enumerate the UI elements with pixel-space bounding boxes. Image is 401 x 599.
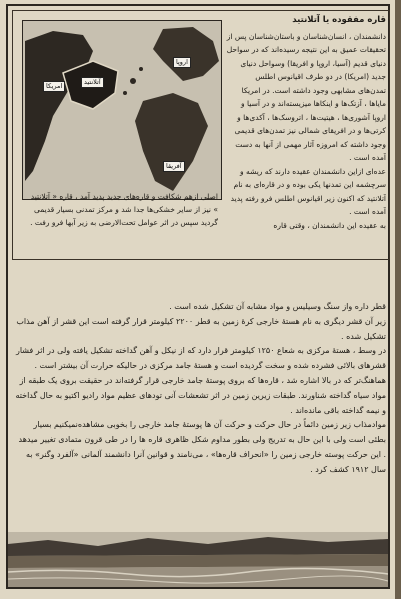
map-label-europe: اروپا: [173, 57, 191, 68]
article-body: [14, 300, 386, 532]
article-title: قاره مفقوده یا آتلانتید: [292, 15, 386, 25]
map-label-africa: آفریقا: [163, 161, 185, 172]
intro-paragraph-3: به عقیده این دانشمندان ، وقتی قاره: [273, 220, 386, 230]
body-paragraph-3: در وسط ، هستهٔ مرکزی به شعاع ۱۲۵۰ کیلومتر قرار دارد که از نیکل و آهن گداخته تشکیل یافته ولی در اثر فشار قشرهای بالائی فشرده شده و سخت گردیده است و هستهٔ جامد مرکزی در حالیکه حرارت آن بیشتر است .: [15, 346, 386, 371]
atlantis-map: [22, 20, 222, 200]
intro-paragraph-1: دانشمندان ، انسان‌شناسان و باستان‌شناسان پس از تحقیقات عمیق به این نتیجه رسیده‌اند که در سواحل دنیای قدیم (آسیا، اروپا و افریقا) وسواحل دنیای جدید (امریکا) در دو طرف اقیانوس اطلس تمدن‌های مشابهی وجود داشته است. در امریکا مایاها ، آزتک‌ها و اینکاها میزیسته‌اند و در آسیا و اروپا آشوری‌ها ، هیتیت‌ها ، اتروسک‌ها ، آکدی‌ها و کرتی‌ها و در افریقای شمالی نیز تمدن‌های قدیمی وجود داشته که امروزه آثار مهمی از آنها به دست آمده است .: [226, 31, 386, 162]
map-caption: اصلی ازهم شکافت و قاره‌های جدید پدید آمد ، قاره « آتلانتید » نیز از سایر خشکی‌ها جدا شد و مرکز تمدنی بسیار قدیمی گردید سپس در اثر عوامل تحت‌الارضی به زیر آبها فرو رفت .: [30, 192, 218, 227]
map-illustration: [23, 21, 222, 200]
coastline-photo: [8, 532, 388, 587]
map-label-america: امریکا: [43, 81, 65, 92]
body-paragraph-5: موادمذاب زیر زمین دائماً در حال حرکت و حرکت آن ها پوستهٔ جامد خارجی را بخوبی مشاهده‌نمیکنیم بسیار بطئی است ولی با این حال به تدریج ولی بطور مداوم شکل ظاهری قاره ها را در طی قرون متمادی تغییر میدهد . این حرکت پوسته خارجی زمین را «انحراف قاره‌ها» ، می‌نامند و قوانین آنرا دانشمند آلمانی «آلفرد وگنر» به سال ۱۹۱۲ کشف کرد .: [18, 420, 386, 474]
article-intro: [226, 14, 386, 252]
map-label-atlantis: آتلانتید: [81, 77, 104, 88]
body-paragraph-4: هماهنگ‌تر که در بالا اشاره شد ، قاره‌ها که بروی پوستهٔ جامد خارجی قرار گرفته‌اند در حقیقت بروی یک طبقه از مواد سیاه گداخته شناورند. طبقات زیرین زمین در اثر تشعشات آنی تودهای عظیم مواد رادیو اکتیو به حال گداخته و نیمه گداخته باقی مانده‌اند .: [15, 375, 386, 415]
body-paragraph-2: زیر آن قشر دیگری به نام هستهٔ خارجی کرهٔ زمین به قطر ۲۲۰۰ کیلومتر قرار گرفته است این قشر از آهن مذاب تشکیل شده .: [16, 316, 386, 341]
intro-paragraph-2: عده‌ای ازاین دانشمندان عقیده دارند که ریشه و سرچشمه این تمدنها یکی بوده و در قاره‌ای به نام آتلانتید که اکنون زیر اقیانوس اطلس فرو رفته پدید آمده است .: [230, 166, 386, 216]
coastline-illustration: [8, 532, 388, 587]
body-paragraph-1: قطر داره واز سنگ وسیلیس و مواد مشابه آن تشکیل شده است .: [169, 302, 386, 311]
